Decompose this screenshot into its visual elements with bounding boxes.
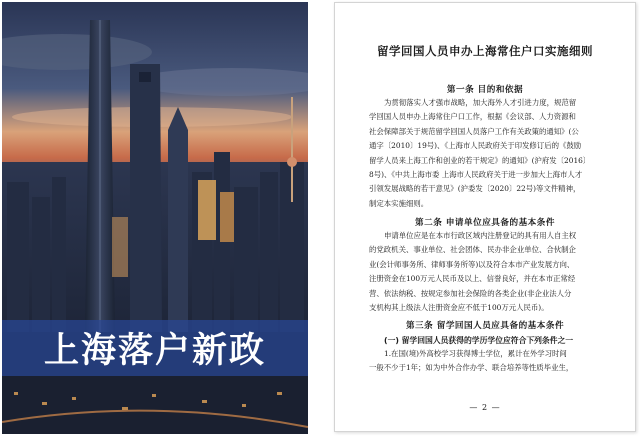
article1-body [369, 96, 615, 211]
article1-line: 留学人员来上海工作和创业的若干规定》的通知》(沪府发〔2016〕 [369, 155, 591, 165]
article2-line: 注册资金在100万元人民币及以上、信誉良好，并在本市正常经 [369, 274, 576, 284]
title-banner [2, 320, 308, 376]
article2-body [369, 229, 615, 315]
article1-line: 制定本实施细则。 [369, 198, 429, 208]
article1-line: 社会保障部关于规范留学回国人员落户工作有关政策的通知》(公 [369, 126, 579, 136]
article3-body [369, 347, 615, 376]
article3-line: 1.在国(境)外高校学习获得博士学位，累计在外学习时间 [384, 349, 567, 358]
article2-line: 营、依法纳税、按规定参加社会保险的各类企业(非企业法人分 [369, 288, 572, 298]
article2-line: 申请单位应是在本市行政区域内注册登记的具有用人自主权 [384, 231, 577, 240]
city-skyline-photo [2, 2, 308, 434]
article3-line: 一般不少于1年；如为中外合作办学、联合培养等性质毕业生， [369, 363, 574, 373]
page-number: — 2 — [469, 403, 501, 412]
article3-subheading: (一) 留学回国人员获得的学历学位应符合下列条件之一 [384, 336, 574, 345]
article2-heading: 第二条 申请单位应具备的基本条件 [415, 218, 555, 228]
article1-line: 引领发展战略的若干意见》(沪委发〔2020〕22号)等文件精神， [369, 184, 581, 194]
article2-line: 业(会计师事务所、律师事务所等)以及符合本市产业发展方向、 [369, 259, 575, 269]
article3-heading: 第三条 留学回国人员应具备的基本条件 [405, 321, 565, 331]
article1-line: 通字〔2010〕19号)、《上海市人民政府关于印发修订后的《鼓励 [369, 141, 582, 151]
article2-line: 支机构其上级法人注册资金应不低于100万元人民币)。 [369, 303, 549, 313]
article1-line: 8号)、《中共上海市委 上海市人民政府关于进一步加大上海市人才 [369, 170, 583, 180]
article2-line: 的党政机关、事业单位、社会团体、民办非企业单位、合伙制企 [369, 245, 576, 255]
article1-line: 为贯彻落实人才强市战略，加大海外人才引进力度，规范留 [384, 98, 577, 107]
banner-title: 上海落户新政 [43, 331, 266, 371]
document-title: 留学回国人员申办上海常住户口实施细则 [377, 44, 593, 58]
document-page [334, 2, 636, 432]
article1-heading: 第一条 目的和依据 [446, 85, 524, 95]
article1-line: 学回国人员申办上海常住户口工作，根据《会议部、人力资源和 [369, 112, 576, 122]
